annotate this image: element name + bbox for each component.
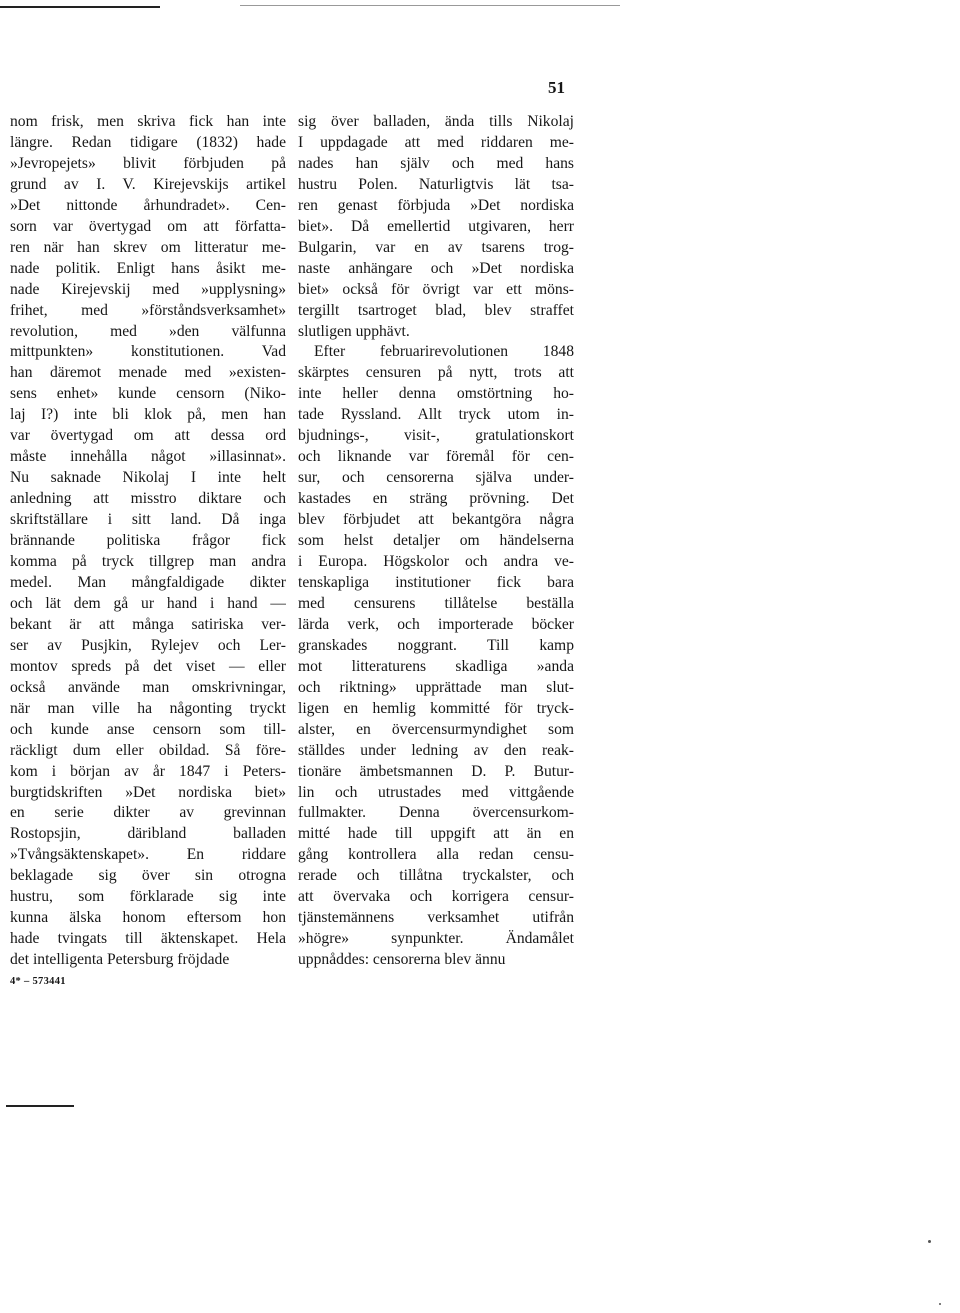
text-line: medel. Man mångfaldigade dikter bbox=[10, 573, 286, 591]
text-line: en serie dikter av grevinnan bbox=[10, 804, 286, 822]
scan-speck bbox=[939, 1303, 941, 1305]
text-line: var övertygad om att dessa ord bbox=[10, 427, 286, 445]
text-line: mitté hade till uppgift att än en bbox=[298, 825, 574, 843]
text-line: »Det nittonde århundradet». Cen- bbox=[10, 196, 286, 214]
text-line: hade tvingats till äktenskapet. Hela bbox=[10, 930, 286, 948]
text-line: det intelligenta Petersburg fröjdade bbox=[10, 951, 230, 969]
top-rule-right bbox=[240, 5, 620, 6]
text-line: sig över balladen, ända tills Nikolaj bbox=[298, 113, 574, 130]
text-line: slutligen upphävt. bbox=[298, 322, 410, 340]
text-line: lin och utrustades med vittgående bbox=[298, 783, 574, 801]
text-line: fullmakter. Denna övercensurkom- bbox=[298, 804, 574, 822]
text-line: komma på tryck tillgrep man andra bbox=[10, 553, 286, 571]
text-line: nade Kirejevskij med »upplysning» bbox=[10, 280, 286, 298]
text-line: »högre» synpunkter. Ändamålet bbox=[298, 930, 574, 948]
text-line: ren genast förbjuda »Det nordiska bbox=[298, 196, 574, 214]
text-line: I uppdagade att med riddaren me- bbox=[298, 133, 574, 151]
text-line: »Tvångsäktenskapet». En riddare bbox=[10, 846, 286, 864]
text-line: nom frisk, men skriva fick han inte bbox=[10, 113, 286, 130]
text-line: hustru, som förklarade sig inte bbox=[10, 888, 286, 906]
text-line: granskades noggrant. Till kamp bbox=[298, 636, 574, 654]
text-line: Efter februarirevolutionen 1848 bbox=[314, 343, 574, 361]
text-line: gång kontrollera alla redan censu- bbox=[298, 846, 574, 864]
text-line: sorn var övertygad om att författa- bbox=[10, 217, 286, 235]
text-line: burgtidskriften »Det nordiska biet» bbox=[10, 783, 286, 801]
text-line: beklagade sig över sin otrogna bbox=[10, 867, 286, 885]
text-line: rerade och tillåtna tryckalster, och bbox=[298, 867, 574, 885]
text-line: mittpunkten» konstitutionen. Vad bbox=[10, 343, 286, 361]
text-line: och liknande var föremål för cen- bbox=[298, 448, 574, 466]
text-line: skriftställare i sitt land. Då inga bbox=[10, 511, 286, 529]
printer-signature: 4* – 573441 bbox=[10, 976, 66, 987]
text-line: ställdes under ledning av den reak- bbox=[298, 741, 574, 759]
text-line: och kunde anse censorn som till- bbox=[10, 720, 286, 738]
text-line: hustru Polen. Naturligtvis lät tsa- bbox=[298, 175, 574, 193]
text-line: i Europa. Högskolor och andra ve- bbox=[298, 553, 574, 571]
text-line: måste innehålla något »illasinnat». bbox=[10, 448, 286, 466]
text-line: inte heller denna omstörtning ho- bbox=[298, 385, 574, 403]
left-text-column bbox=[10, 112, 286, 971]
bottom-rule bbox=[6, 1105, 74, 1107]
text-line: ligen en hemlig kommitté för tryck- bbox=[298, 699, 574, 717]
text-line: tenskapliga institutioner fick bara bbox=[298, 573, 574, 591]
text-line: tjänstemännens verksamhet utifrån bbox=[298, 909, 574, 927]
text-line: uppnåddes: censorerna blev ännu bbox=[298, 951, 506, 969]
text-line: att övervaka och korrigera censur- bbox=[298, 888, 574, 906]
text-line: sur, och censorerna själva under- bbox=[298, 469, 574, 487]
text-line: revolution, med »den välfunna bbox=[10, 322, 286, 340]
right-text-column bbox=[298, 112, 574, 971]
text-line: tergillt tsartroget blad, blev straffet bbox=[298, 301, 574, 319]
text-line: frihet, med »förståndsverksamhet» bbox=[10, 301, 286, 319]
text-line: nade politik. Enligt hans åsikt me- bbox=[10, 259, 286, 277]
text-line: Nu saknade Nikolaj I inte helt bbox=[10, 469, 286, 487]
text-line: mot litteraturens skadliga »anda bbox=[298, 657, 574, 675]
text-line: laj I?) inte bli klok på, men han bbox=[10, 406, 286, 424]
text-line: längre. Redan tidigare (1832) hade bbox=[10, 133, 286, 151]
text-line: kastades en sträng prövning. Det bbox=[298, 490, 574, 508]
text-line: bekant är att många satiriska ver- bbox=[10, 615, 286, 633]
text-line: anledning att misstro diktare och bbox=[10, 490, 286, 508]
text-line: Rostopsjin, däribland balladen bbox=[10, 825, 286, 843]
text-line: han däremot menade med »existen- bbox=[10, 364, 286, 382]
text-line: tade Ryssland. Allt tryck utom in- bbox=[298, 406, 574, 424]
text-line: och riktning» upprättade man slut- bbox=[298, 678, 574, 696]
top-rule-left bbox=[0, 6, 160, 8]
text-line: Bulgarin, var en av tsarens trog- bbox=[298, 238, 574, 256]
text-line: kom i början av år 1847 i Peters- bbox=[10, 762, 286, 780]
text-line: blev förbjudet att bekantgöra några bbox=[298, 511, 574, 529]
text-line: biet» också för övrigt var ett möns- bbox=[298, 280, 574, 298]
text-line: också använde man omskrivningar, bbox=[10, 678, 286, 696]
text-line: lärda verk, och importerade böcker bbox=[298, 615, 574, 633]
text-line: sens enhet» kunde censorn (Niko- bbox=[10, 385, 286, 403]
text-line: kunna älska honom eftersom hon bbox=[10, 909, 286, 927]
text-line: och lät dem gå ur hand i hand — bbox=[10, 594, 286, 612]
text-line: grund av I. V. Kirejevskijs artikel bbox=[10, 175, 286, 193]
text-line: ser av Pusjkin, Rylejev och Ler- bbox=[10, 636, 286, 654]
text-line: när man ville ha någonting tryckt bbox=[10, 699, 286, 717]
text-line: tionäre ämbetsmannen D. P. Butur- bbox=[298, 762, 574, 780]
scan-speck bbox=[928, 1240, 931, 1243]
text-line: alster, en övercensurmyndighet som bbox=[298, 720, 574, 738]
text-line: biet». Då emellertid utgivaren, herr bbox=[298, 217, 574, 235]
text-line: »Jevropejets» blivit förbjuden på bbox=[10, 154, 286, 172]
text-line: skärptes censuren på nytt, trots att bbox=[298, 364, 574, 382]
page-number: 51 bbox=[548, 78, 565, 97]
text-line: montov spreds på det viset — eller bbox=[10, 657, 286, 675]
text-line: bjudnings-, visit-, gratulationskort bbox=[298, 427, 574, 445]
text-line: med censurens tillåtelse beställa bbox=[298, 594, 574, 612]
text-line: nades han själv och med hans bbox=[298, 154, 574, 172]
text-line: ren när han skrev om litteratur me- bbox=[10, 238, 286, 256]
text-line: brännande politiska frågor fick bbox=[10, 532, 286, 550]
text-line: som helst detaljer om händelserna bbox=[298, 532, 574, 550]
text-line: naste anhängare och »Det nordiska bbox=[298, 259, 574, 277]
text-line: räckligt dum eller obildad. Så före- bbox=[10, 741, 286, 759]
